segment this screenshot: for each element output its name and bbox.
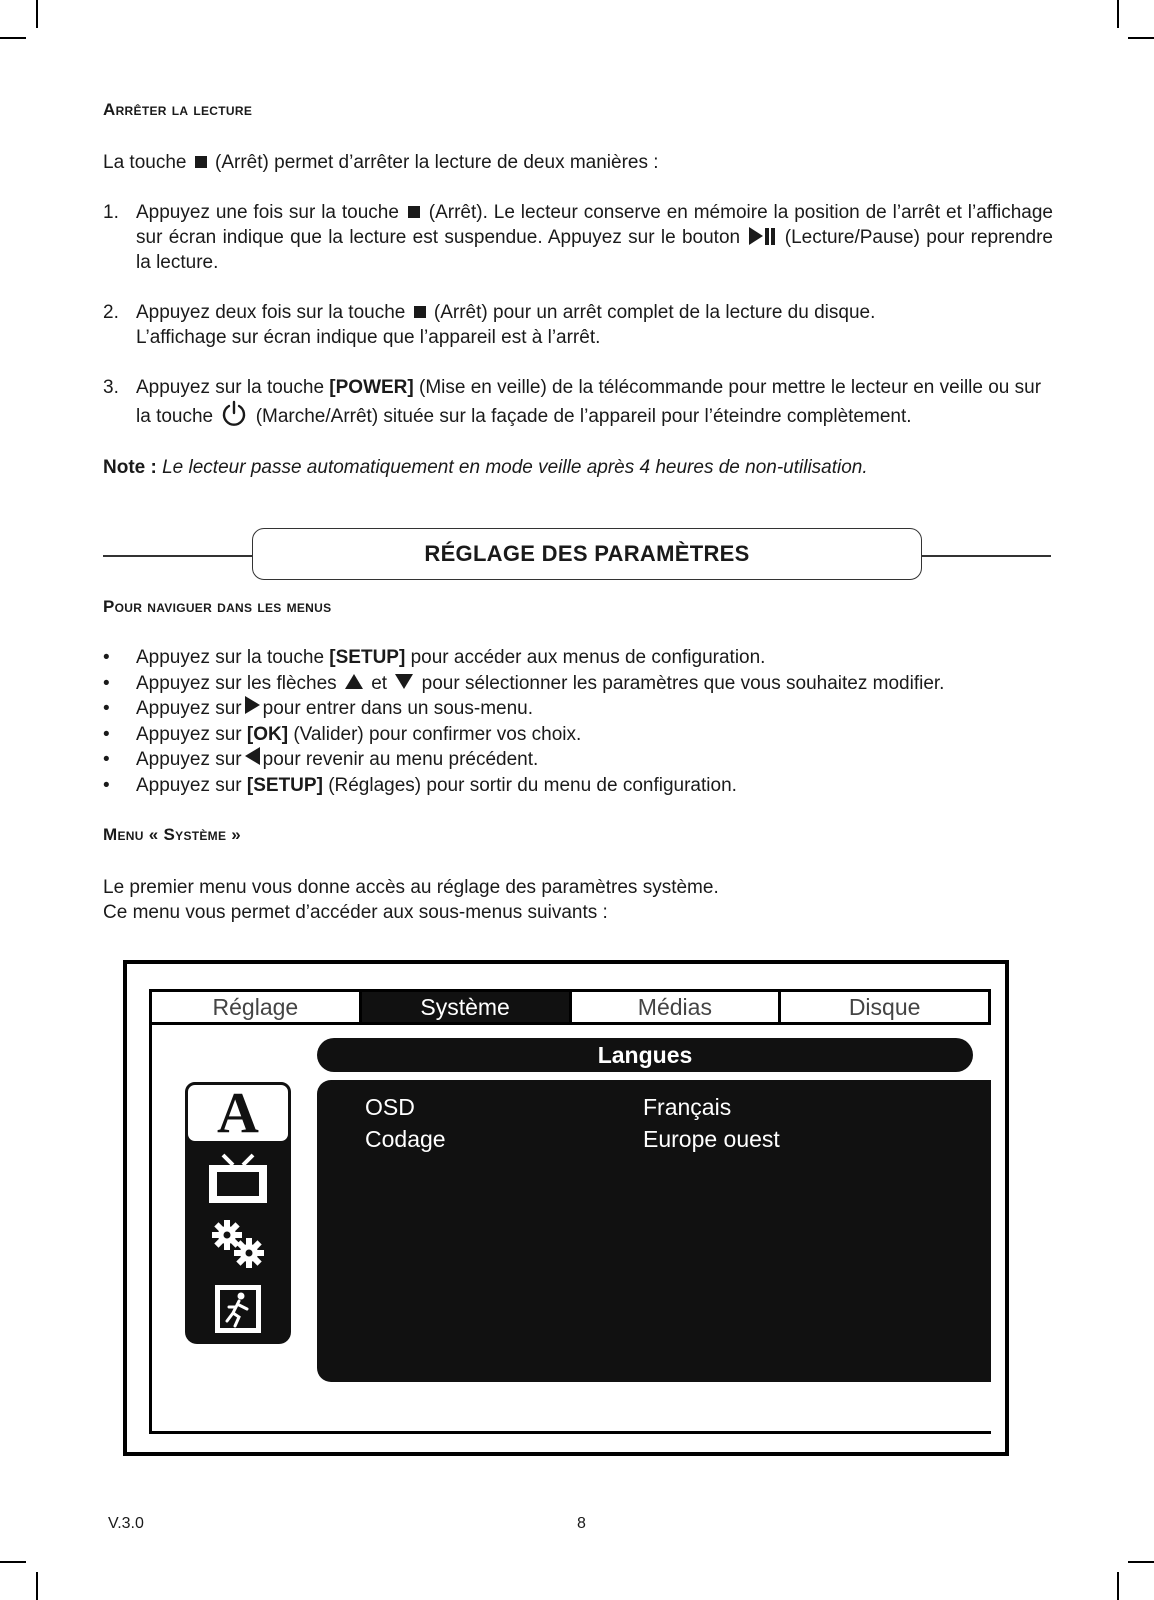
heading-arreter-lecture: Arrêter la lecture: [103, 100, 253, 119]
exit-icon[interactable]: [185, 1278, 291, 1340]
tab-medias[interactable]: Médias: [572, 992, 782, 1022]
setting-label-osd[interactable]: OSD: [365, 1094, 415, 1120]
arrow-right-icon: [245, 696, 260, 714]
note: Note : Le lecteur passe automatiquement en mode veille après 4 heures de non-utilisation.: [103, 457, 868, 478]
list-item: • Appuyez sur pour entrer dans un sous-menu.: [103, 698, 534, 719]
tab-bar: [149, 989, 991, 1025]
crop-mark: [36, 0, 38, 28]
intro-paragraph: La touche (Arrêt) permet d’arrêter la lecture de deux manières :: [103, 152, 659, 173]
divider: [103, 555, 253, 557]
tv-icon[interactable]: [185, 1148, 291, 1210]
gears-icon[interactable]: [185, 1212, 291, 1274]
list-item: 3. Appuyez sur la touche [POWER] (Mise en veille) de la télécommande pour mettre le lecteur en veille ou sur la touche (Marche/Arrêt) située sur la façade de l’appareil pour l’éteindre complètement.: [103, 377, 1042, 427]
crop-mark: [36, 1572, 38, 1600]
submenu-title: Langues: [317, 1038, 973, 1072]
setting-label-codage[interactable]: Codage: [365, 1126, 446, 1152]
crop-mark: [1117, 0, 1119, 28]
crop-mark: [0, 1561, 26, 1563]
version-label: V.3.0: [108, 1515, 144, 1532]
page-number: 8: [577, 1515, 586, 1532]
divider: [921, 555, 1051, 557]
heading-naviguer-menus: Pour naviguer dans les menus: [103, 597, 332, 616]
list-item: • Appuyez sur la touche [SETUP] pour accéder aux menus de configuration.: [103, 647, 766, 668]
arrow-left-icon: [245, 747, 260, 765]
setting-value-codage[interactable]: Europe ouest: [643, 1126, 780, 1152]
heading-menu-systeme: Menu « Système »: [103, 825, 242, 844]
arrow-down-icon: [395, 674, 413, 689]
menu-paragraph: Le premier menu vous donne accès au réglage des paramètres système. Ce menu vous permet d’accéder aux sous-menus suivants :: [103, 877, 719, 923]
crop-mark: [1128, 1561, 1154, 1563]
stop-icon: [195, 156, 207, 168]
icon-sidebar: [185, 1082, 291, 1344]
list-item: • Appuyez sur [OK] (Valider) pour confirmer vos choix.: [103, 723, 582, 745]
power-icon: [220, 400, 248, 428]
list-item: • Appuyez sur pour revenir au menu précédent.: [103, 749, 539, 770]
tab-reglage[interactable]: Réglage: [152, 992, 362, 1022]
setting-value-osd[interactable]: Français: [643, 1094, 732, 1120]
osd-screen: [123, 960, 1009, 1456]
language-icon[interactable]: A: [185, 1082, 291, 1144]
list-item: • Appuyez sur [SETUP] (Réglages) pour sortir du menu de configuration.: [103, 774, 737, 796]
list-item: 2. Appuyez deux fois sur la touche (Arrêt) pour un arrêt complet de la lecture du disque. L’affichage sur écran indique que l’appareil est à l’arrêt.: [103, 302, 876, 348]
tab-systeme[interactable]: Système: [362, 992, 572, 1022]
bullet-list: [103, 645, 944, 798]
arrow-up-icon: [345, 674, 363, 689]
crop-mark: [1117, 1572, 1119, 1600]
tab-disque[interactable]: Disque: [848, 993, 921, 1020]
stop-icon: [414, 306, 426, 318]
list-item: • Appuyez sur les flèches et pour sélectionner les paramètres que vous souhaitez modifier.: [103, 672, 945, 694]
crop-mark: [1128, 37, 1154, 39]
crop-mark: [0, 37, 26, 39]
stop-icon: [408, 206, 420, 218]
section-title: RÉGLAGE DES PARAMÈTRES: [252, 528, 922, 580]
play-pause-icon: [749, 227, 775, 245]
list-item: 1. Appuyez une fois sur la touche (Arrêt). Le lecteur conserve en mémoire la position de l’arrêt et l’affichage sur écran indique que la lecture est suspendue. Appuyez sur le bouton (Lecture/Pause) pour reprendre la lecture.: [103, 202, 1054, 273]
